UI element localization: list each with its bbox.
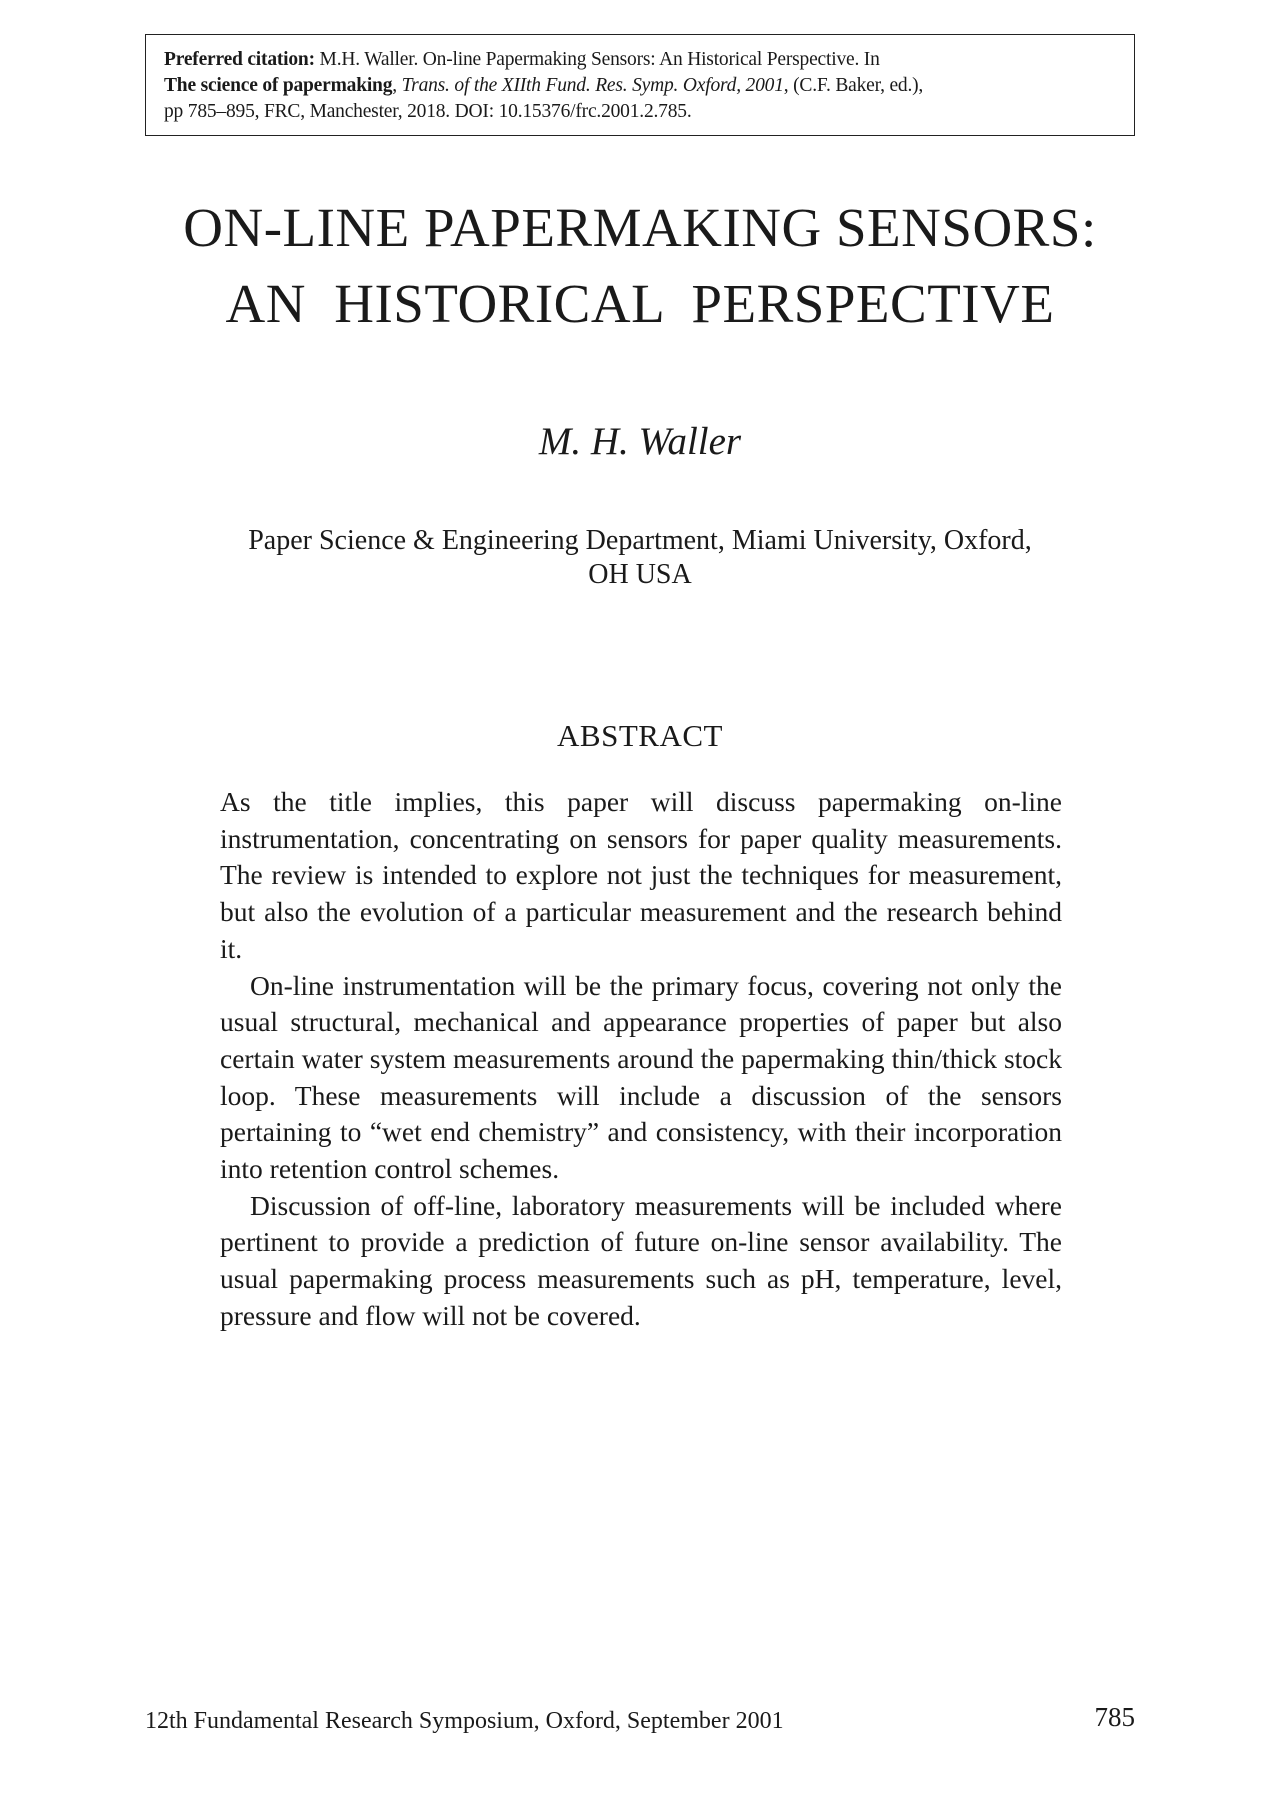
author-name: M. H. Waller xyxy=(538,420,742,463)
title-line-1: ON-LINE PAPERMAKING SENSORS: xyxy=(183,197,1097,258)
abstract-paragraph: Discussion of off-line, laboratory measurements will be included where pertinent to provide a prediction of future on-line sensor availability. The usual papermaking process measurements such as pH, temperature, level, pressure and flow will not be covered. xyxy=(220,1189,1062,1331)
footer-conference: 12th Fundamental Research Symposium, Oxford, September 2001 xyxy=(145,1708,784,1734)
abstract-paragraph: As the title implies, this paper will discuss papermaking on-line instrumentation, concentrating on sensors for paper quality measurements. The review is intended to explore not just the techniques for measurement, but also the evolution of a particular measurement and the research behind it. xyxy=(220,786,1062,964)
abstract-body xyxy=(220,784,1062,1335)
page-footer xyxy=(145,1702,1135,1736)
citation-line-1 xyxy=(164,47,1116,73)
abstract-paragraph: On-line instrumentation will be the primary focus, covering not only the usual structural, mechanical and appearance properties of paper but also certain water system measurements around the papermaking thin/thick stock loop. These measurements will include a discussion of the sensors pertaining to “wet end chemistry” and consistency, with their incorporation into retention control schemes. xyxy=(220,969,1062,1185)
citation-text: M.H. Waller. On-line Papermaking Sensors: An Historical Perspective. In xyxy=(314,49,880,70)
citation-label: Preferred citation: xyxy=(164,49,315,70)
affiliation-line-1: Paper Science & Engineering Department, Miami University, Oxford, xyxy=(248,525,1032,556)
affiliation-line-2: OH USA xyxy=(588,559,692,590)
citation-line-3: pp 785–895, FRC, Manchester, 2018. DOI: 10.15376/frc.2001.2.785. xyxy=(164,101,692,122)
abstract-heading: ABSTRACT xyxy=(557,718,723,753)
citation-book-title: The science of papermaking xyxy=(164,75,393,96)
paper-title xyxy=(0,190,1280,342)
title-line-2: AN HISTORICAL PERSPECTIVE xyxy=(225,273,1055,334)
citation-editor: , (C.F. Baker, ed.), xyxy=(783,75,924,96)
author-affiliation xyxy=(0,524,1280,592)
citation-box xyxy=(145,34,1135,136)
citation-separator: , xyxy=(392,75,402,96)
citation-transactions: Trans. of the XIIth Fund. Res. Symp. Oxford, 2001 xyxy=(401,75,784,96)
citation-line-2 xyxy=(164,73,1116,99)
page-number: 785 xyxy=(1094,1702,1135,1732)
